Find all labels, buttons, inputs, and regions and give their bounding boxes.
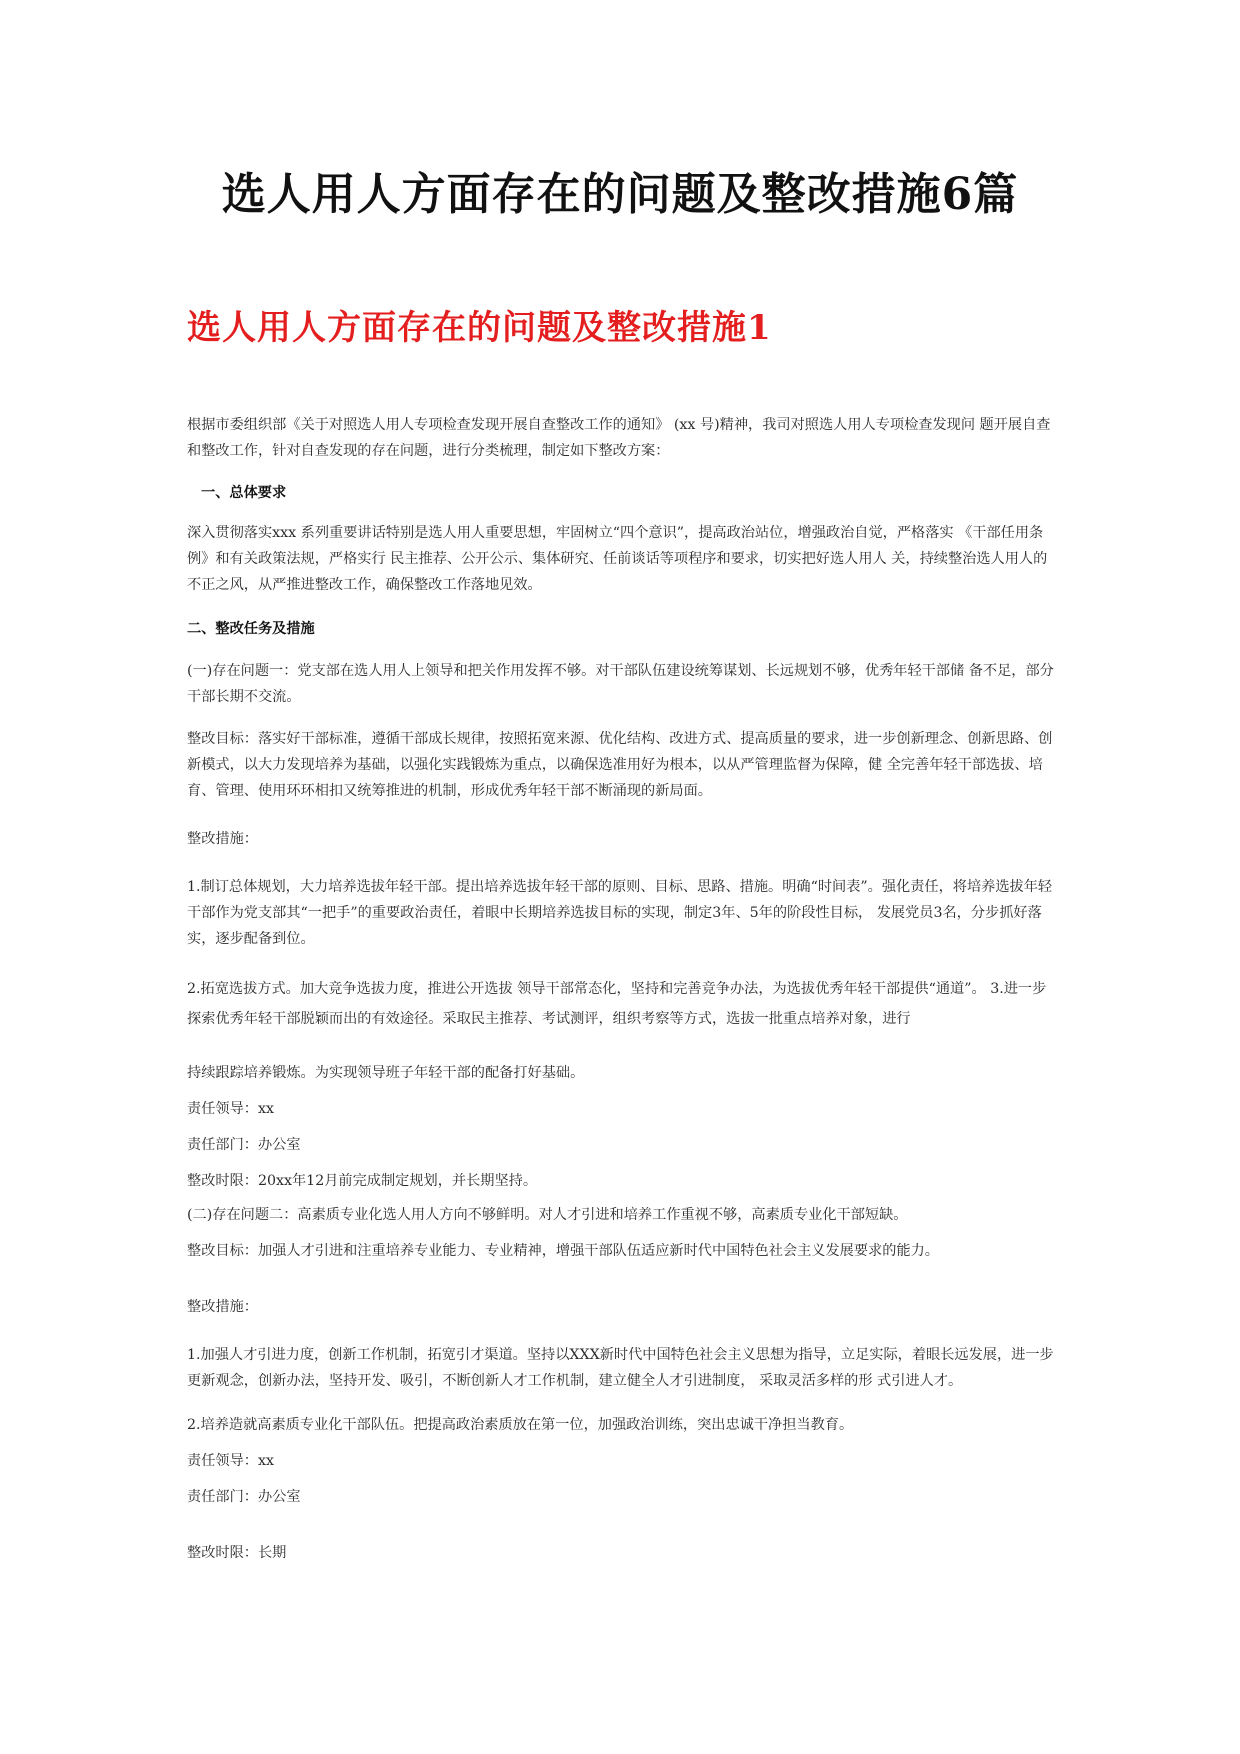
responsible-dept-1: 责任部门：办公室 [187,1137,301,1153]
measure1-2-paragraph: 2.拓宽选拔方式。加大竞争选拔力度，推进公开选拔 领导干部常态化，坚持和完善竞争办法，为选拔优秀年轻干部提供“通道”。 3.进一步探索优秀年轻干部脱颖而出的有效途径。采取民主推荐、考试测评，组织考察等方式，选拔一批重点培养对象，进行 [187,981,1047,1027]
measures-label-2: 整改措施： [187,1299,258,1315]
responsible-leader-2: 责任领导：xx [187,1453,274,1469]
section-title: 选人用人方面存在的问题及整改措施1 [187,308,772,348]
measure2-2-paragraph: 2.培养造就高素质专业化干部队伍。把提高政治素质放在第一位，加强政治训练，突出忠诚干净担当教育。 [187,1417,854,1433]
deadline-1: 整改时限：20xx年12月前完成制定规划，并长期坚持。 [187,1173,538,1189]
section2-heading: 二、整改任务及措施 [187,621,315,637]
problem2-paragraph: (二)存在问题二：高素质专业化选人用人方向不够鲜明。对人才引进和培养工作重视不够，高素质专业化干部短缺。 [187,1207,908,1223]
goal2-paragraph: 整改目标：加强人才引进和注重培养专业能力、专业精神，增强干部队伍适应新时代中国特色社会主义发展要求的能力。 [187,1243,939,1259]
measures-label-1: 整改措施： [187,831,258,847]
responsible-dept-2: 责任部门：办公室 [187,1489,301,1505]
document-body [187,412,1057,1566]
goal1-paragraph: 整改目标：落实好干部标准，遵循干部成长规律，按照拓宽来源、优化结构、改进方式、提高质量的要求，进一步创新理念、创新思路、创新模式，以大力发现培养为基础，以强化实践锻炼为重点，以确保选准用好为根本，以从严管理监督为保障，健 全完善年轻干部选拔、培育、管理、使用环环相扣又统筹推进的机制，形成优秀年轻干部不断涌现的新局面。 [187,731,1053,799]
section1-paragraph: 深入贯彻落实xxx 系列重要讲话特别是选人用人重要思想，牢固树立“四个意识”，提高政治站位，增强政治自觉，严格落实 《干部任用条例》和有关政策法规，严格实行 民主推荐、公开公示、集体研究、任前谈话等项程序和要求，切实把好选人用人 关，持续整治选人用人的不正之风，从严推进整改工作，确保整改工作落地见效。 [187,525,1048,593]
measure1-1-paragraph: 1.制订总体规划，大力培养选拔年轻干部。提出培养选拔年轻干部的原则、目标、思路、措施。明确“时间表”。强化责任，将培养选拔年轻干部作为党支部其“一把手”的重要政治责任，着眼中长期培养选拔目标的实现，制定3年、5年的阶段性目标， 发展党员3名，分步抓好落实，逐步配备到位。 [187,879,1053,947]
measure1-continuation: 持续跟踪培养锻炼。为实现领导班子年轻干部的配备打好基础。 [187,1065,585,1081]
deadline-2: 整改时限：长期 [187,1545,287,1561]
measure2-1-paragraph: 1.加强人才引进力度，创新工作机制，拓宽引才渠道。坚持以XXX新时代中国特色社会主义思想为指导，立足实际，着眼长远发展，进一步更新观念，创新办法，坚持开发、吸引，不断创新人才工作机制，建立健全人才引进制度， 采取灵活多样的形 式引进人才。 [187,1347,1054,1389]
responsible-leader-1: 责任领导：xx [187,1101,274,1117]
intro-paragraph: 根据市委组织部《关于对照选人用人专项检查发现开展自查整改工作的通知》 (xx 号)精神，我司对照选人用人专项检查发现问 题开展自查和整改工作，针对自查发现的存在问题，进行分类梳理，制定如下整改方案： [187,417,1051,459]
document-title: 选人用人方面存在的问题及整改措施6篇 [221,169,1019,220]
problem1-paragraph: (一)存在问题一：党支部在选人用人上领导和把关作用发挥不够。对干部队伍建设统筹谋划、长远规划不够，优秀年轻干部储 备不足，部分干部长期不交流。 [187,663,1054,705]
section1-heading: 一、总体要求 [201,485,287,501]
